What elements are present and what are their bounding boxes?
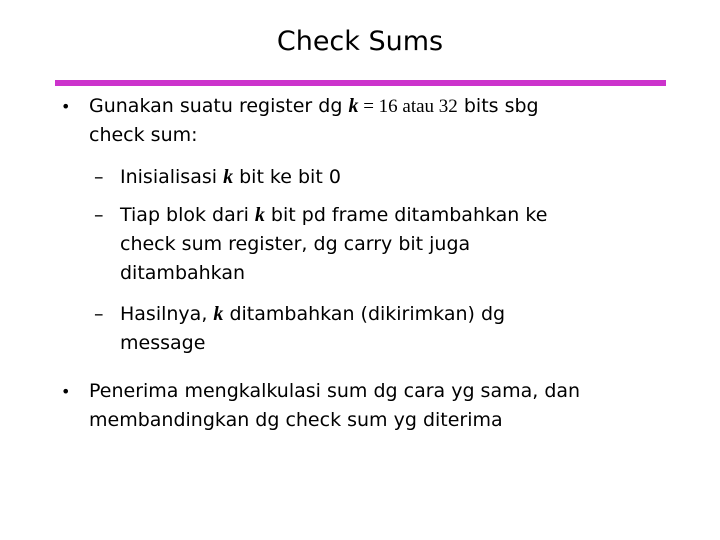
bullet-icon: • xyxy=(61,382,71,401)
text-run: Inisialisasi xyxy=(120,166,224,188)
bullet-icon: • xyxy=(61,97,71,116)
equation-text: = 16 atau 32 xyxy=(358,96,458,117)
text-run: bits sbg xyxy=(457,95,539,117)
var-k: k xyxy=(348,95,359,117)
text-run: bit ke bit 0 xyxy=(233,166,341,188)
bullet-line xyxy=(89,92,539,121)
var-k: k xyxy=(254,204,265,226)
var-k: k xyxy=(223,166,234,188)
sub-item-result xyxy=(94,300,506,358)
text-run: ditambahkan (dikirimkan) dg xyxy=(223,303,506,325)
bullet-line xyxy=(120,163,341,192)
bullet-line: message xyxy=(120,332,206,354)
dash-icon: – xyxy=(94,204,104,226)
bullet-line xyxy=(120,300,505,329)
slide-title: Check Sums xyxy=(276,26,444,57)
text-run: Hasilnya, xyxy=(120,303,214,325)
text-run: Tiap blok dari xyxy=(120,204,255,226)
bullet-item-register xyxy=(61,92,539,150)
bullet-line: membandingkan dg check sum yg diterima xyxy=(89,409,503,431)
dash-icon: – xyxy=(94,166,104,188)
dash-icon: – xyxy=(94,303,104,325)
bullet-line: ditambahkan xyxy=(120,262,246,284)
bullet-line: check sum: xyxy=(89,124,198,146)
sub-item-init xyxy=(94,163,341,192)
text-run: Gunakan suatu register dg xyxy=(89,95,349,117)
bullet-item-receiver xyxy=(61,377,581,435)
text-run: bit pd frame ditambahkan ke xyxy=(264,204,548,226)
title-divider xyxy=(55,80,666,86)
var-k: k xyxy=(213,303,224,325)
bullet-line xyxy=(120,201,547,230)
sub-item-add-blocks xyxy=(94,201,548,288)
bullet-line: check sum register, dg carry bit juga xyxy=(120,233,471,255)
bullet-line: Penerima mengkalkulasi sum dg cara yg sama, dan xyxy=(89,380,581,402)
